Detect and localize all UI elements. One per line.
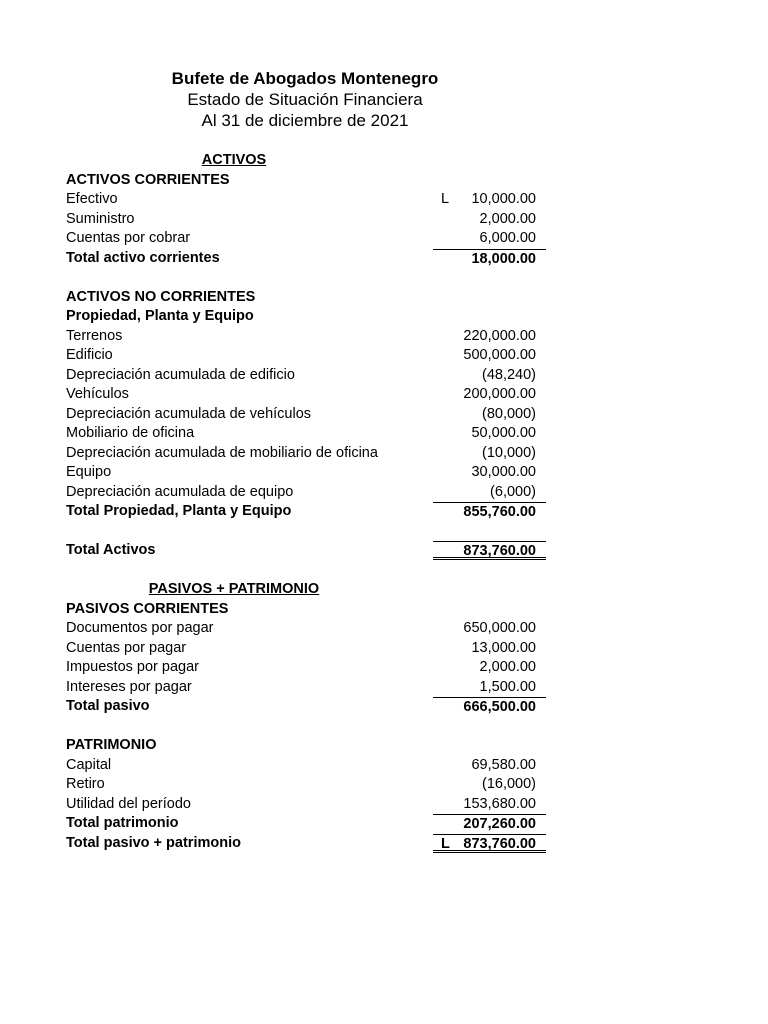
pasivos-corrientes-title: PASIVOS CORRIENTES	[66, 600, 229, 617]
total-label: Total pasivo	[66, 698, 150, 714]
line-item-label: Suministro	[66, 210, 135, 227]
line-item	[66, 346, 548, 366]
line-item-amount: 2,000.00	[479, 210, 536, 227]
line-item-label: Depreciación acumulada de mobiliario de oficina	[66, 444, 378, 461]
line-item-amount: 153,680.00	[463, 795, 536, 812]
section-heading-row	[66, 580, 548, 600]
company-name: Bufete de Abogados Montenegro	[171, 69, 439, 88]
total-amount: 18,000.00	[433, 249, 546, 268]
line-item-label: Depreciación acumulada de equipo	[66, 483, 294, 500]
spacer	[66, 717, 548, 737]
line-item-label: Cuentas por cobrar	[66, 230, 191, 246]
currency-symbol: L	[441, 191, 450, 207]
line-item	[66, 229, 548, 249]
statement-header	[0, 68, 610, 131]
subsection-row	[66, 288, 548, 308]
line-item-label: Impuestos por pagar	[66, 659, 199, 675]
line-item	[66, 483, 548, 503]
amount-value: 10,000.00	[471, 191, 536, 207]
line-item-amount: 2,000.00	[479, 659, 536, 675]
activos-no-corrientes-title: ACTIVOS NO CORRIENTES	[66, 288, 256, 305]
line-item-amount: 650,000.00	[463, 620, 536, 636]
line-item-amount: 1,500.00	[479, 678, 536, 695]
line-item	[66, 678, 548, 698]
line-item	[66, 463, 548, 483]
line-item-amount: (10,000)	[481, 444, 536, 461]
line-item-label: Vehículos	[66, 386, 129, 402]
total-amount: 666,500.00	[433, 697, 546, 716]
line-item-label: Depreciación acumulada de edificio	[66, 366, 295, 383]
total-label: Total activo corrientes	[66, 249, 220, 266]
total-pasivo-patrimonio-amount	[433, 834, 546, 853]
line-item	[66, 619, 548, 639]
line-item	[66, 639, 548, 659]
balance-sheet	[66, 151, 548, 853]
activos-corrientes-title: ACTIVOS CORRIENTES	[66, 171, 230, 188]
activos-heading: ACTIVOS	[201, 152, 267, 168]
line-item-amount: 13,000.00	[471, 639, 536, 656]
line-item-label: Intereses por pagar	[66, 678, 192, 695]
line-item	[66, 405, 548, 425]
total-row	[66, 814, 548, 834]
spacer	[66, 561, 548, 581]
total-activos-label: Total Activos	[66, 542, 156, 558]
line-item-label: Terrenos	[66, 327, 123, 344]
total-amount: 207,260.00	[433, 814, 546, 833]
line-item-label: Cuentas por pagar	[66, 639, 187, 656]
subsection-row	[66, 171, 548, 191]
ppe-title: Propiedad, Planta y Equipo	[66, 308, 254, 324]
subsection-row	[66, 736, 548, 756]
total-activos-amount: 873,760.00	[433, 541, 546, 560]
grand-total-row	[66, 541, 548, 561]
line-item	[66, 424, 548, 444]
line-item	[66, 795, 548, 815]
patrimonio-title: PATRIMONIO	[66, 737, 157, 753]
line-item-amount	[433, 190, 546, 209]
line-item-label: Documentos por pagar	[66, 620, 214, 636]
line-item	[66, 775, 548, 795]
pasivos-patrimonio-heading: PASIVOS + PATRIMONIO	[148, 581, 320, 597]
subsection-row	[66, 307, 548, 327]
line-item-amount: 200,000.00	[463, 386, 536, 402]
line-item	[66, 658, 548, 678]
line-item-amount: (6,000)	[490, 483, 536, 500]
section-heading-row	[66, 151, 548, 171]
line-item-amount: (48,240)	[481, 366, 536, 383]
line-item	[66, 366, 548, 386]
total-row	[66, 502, 548, 522]
line-item-amount: 50,000.00	[471, 425, 536, 441]
statement-date: Al 31 de diciembre de 2021	[201, 111, 409, 130]
total-pasivo-patrimonio-label: Total pasivo + patrimonio	[66, 834, 241, 851]
statement-title: Estado de Situación Financiera	[187, 90, 423, 109]
line-item-amount: (16,000)	[481, 776, 536, 792]
total-row	[66, 249, 548, 269]
line-item-label: Edificio	[66, 347, 113, 363]
line-item	[66, 385, 548, 405]
line-item	[66, 190, 548, 210]
line-item-amount: 6,000.00	[479, 230, 536, 246]
line-item-amount: 500,000.00	[463, 347, 536, 363]
line-item-label: Retiro	[66, 776, 105, 792]
line-item	[66, 327, 548, 347]
line-item	[66, 210, 548, 230]
total-label: Total Propiedad, Planta y Equipo	[66, 503, 292, 519]
line-item-label: Capital	[66, 756, 112, 773]
line-item-label: Depreciación acumulada de vehículos	[66, 405, 312, 422]
total-amount: 855,760.00	[433, 502, 546, 521]
line-item-amount: 220,000.00	[463, 327, 536, 344]
line-item-label: Mobiliario de oficina	[66, 425, 195, 441]
grand-total-row	[66, 834, 548, 854]
line-item	[66, 444, 548, 464]
spacer	[66, 268, 548, 288]
line-item	[66, 756, 548, 776]
spacer	[66, 522, 548, 542]
total-label: Total patrimonio	[66, 815, 179, 831]
total-row	[66, 697, 548, 717]
line-item-label: Efectivo	[66, 191, 118, 207]
line-item-amount: 69,580.00	[471, 756, 536, 773]
amount-value: 873,760.00	[463, 835, 536, 852]
subsection-row	[66, 600, 548, 620]
line-item-label: Equipo	[66, 464, 112, 480]
line-item-amount: 30,000.00	[471, 464, 536, 480]
currency-symbol: L	[441, 835, 450, 852]
line-item-label: Utilidad del período	[66, 795, 191, 812]
line-item-amount: (80,000)	[481, 405, 536, 422]
